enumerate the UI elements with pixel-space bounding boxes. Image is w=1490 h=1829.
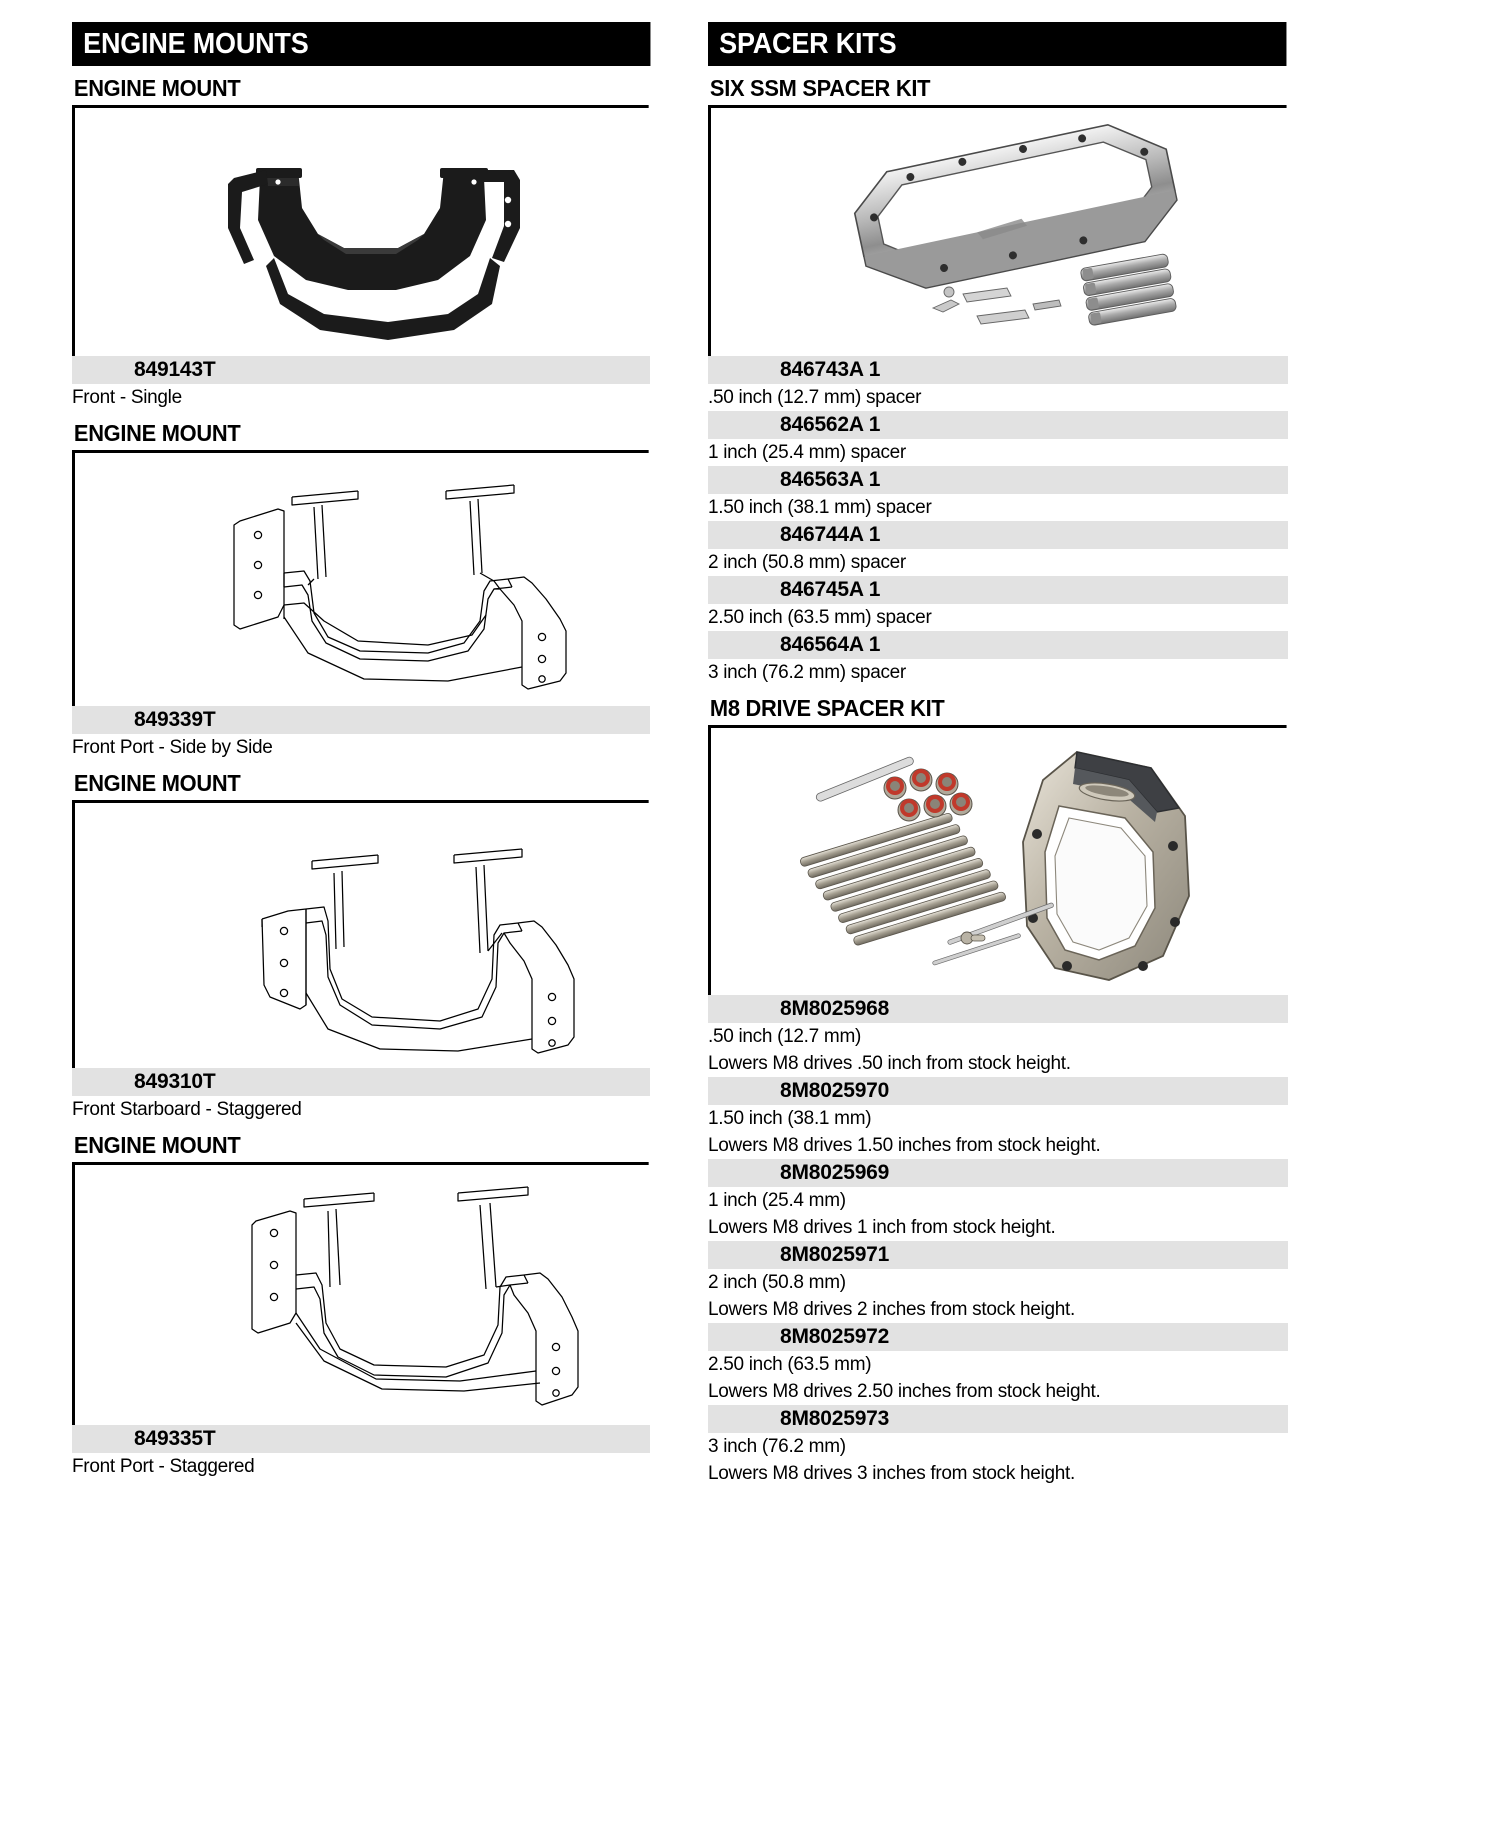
part-description: Front - Single <box>72 387 182 408</box>
part-description: 3 inch (76.2 mm) <box>708 1436 846 1457</box>
part-number-band: 8M8025973 <box>708 1405 1288 1433</box>
product-title: ENGINE MOUNT <box>72 411 649 453</box>
part-number-band: 846562A 1 <box>708 411 1288 439</box>
part-number-band: 849310T <box>72 1068 650 1096</box>
part-number-band: 846744A 1 <box>708 521 1288 549</box>
part-row <box>708 466 1288 521</box>
engine-mount-front-port-staggered-image <box>128 1165 598 1420</box>
part-description: 2 inch (50.8 mm) spacer <box>708 552 906 573</box>
part-number-band: 849335T <box>72 1425 650 1453</box>
right-column <box>708 22 1288 1487</box>
part-description: 1 inch (25.4 mm) spacer <box>708 442 906 463</box>
part-row <box>708 521 1288 576</box>
kit-title-wrap <box>708 66 1288 108</box>
product-title: ENGINE MOUNT <box>72 1123 649 1165</box>
left-column <box>72 22 650 1487</box>
part-row <box>708 576 1288 631</box>
product-entry <box>72 1123 650 1480</box>
kit-entry <box>708 66 1288 686</box>
part-description: 2.50 inch (63.5 mm) spacer <box>708 607 932 628</box>
part-description: 3 inch (76.2 mm) spacer <box>708 662 906 683</box>
part-description: Front Port - Side by Side <box>72 737 273 758</box>
m8-drive-spacer-kit-image <box>755 728 1245 990</box>
engine-mount-front-starboard-staggered-image <box>128 803 598 1063</box>
part-number-band: 8M8025969 <box>708 1159 1288 1187</box>
part-description-detail: Lowers M8 drives 1 inch from stock height. <box>708 1217 1056 1238</box>
product-entry <box>72 411 650 761</box>
six-ssm-spacer-kit-image <box>765 108 1235 353</box>
product-title: ENGINE MOUNT <box>72 66 649 108</box>
part-description-detail: Lowers M8 drives 3 inches from stock height. <box>708 1463 1075 1484</box>
part-description-detail: Lowers M8 drives 2.50 inches from stock height. <box>708 1381 1101 1402</box>
part-number-band: 8M8025968 <box>708 995 1288 1023</box>
part-number-band: 846743A 1 <box>708 356 1288 384</box>
part-number-band: 8M8025972 <box>708 1323 1288 1351</box>
product-title-wrap <box>72 761 650 803</box>
kit-figure <box>708 108 1288 356</box>
product-figure <box>72 108 650 356</box>
part-number-band: 8M8025971 <box>708 1241 1288 1269</box>
section-header-spacer-kits: SPACER KITS <box>708 22 1286 66</box>
part-description: 1.50 inch (38.1 mm) spacer <box>708 497 932 518</box>
part-description-detail: Lowers M8 drives 2 inches from stock height. <box>708 1299 1075 1320</box>
part-description-detail: Lowers M8 drives .50 inch from stock height. <box>708 1053 1071 1074</box>
part-number-band: 849143T <box>72 356 650 384</box>
product-title-wrap <box>72 411 650 453</box>
part-description: 1 inch (25.4 mm) <box>708 1190 846 1211</box>
kit-entry <box>708 686 1288 1487</box>
engine-mount-front-single-image <box>148 108 578 348</box>
product-title: ENGINE MOUNT <box>72 761 649 803</box>
part-description-detail: Lowers M8 drives 1.50 inches from stock height. <box>708 1135 1101 1156</box>
part-description: Front Starboard - Staggered <box>72 1099 302 1120</box>
part-row <box>708 411 1288 466</box>
kit-title: M8 DRIVE SPACER KIT <box>708 686 1287 728</box>
kit-title: SIX SSM SPACER KIT <box>708 66 1287 108</box>
product-title-wrap <box>72 1123 650 1165</box>
product-entry <box>72 761 650 1123</box>
part-row <box>708 1241 1288 1323</box>
part-row <box>708 1077 1288 1159</box>
product-figure <box>72 1165 650 1425</box>
part-description: .50 inch (12.7 mm) spacer <box>708 387 922 408</box>
part-description: 2 inch (50.8 mm) <box>708 1272 846 1293</box>
part-description: Front Port - Staggered <box>72 1456 255 1477</box>
kit-figure <box>708 728 1288 995</box>
part-row <box>708 356 1288 411</box>
product-figure <box>72 803 650 1068</box>
part-description: .50 inch (12.7 mm) <box>708 1026 861 1047</box>
section-header-engine-mounts: ENGINE MOUNTS <box>72 22 650 66</box>
part-row <box>708 631 1288 686</box>
part-row <box>708 995 1288 1077</box>
part-row <box>708 1323 1288 1405</box>
kit-title-wrap <box>708 686 1288 728</box>
part-description: 2.50 inch (63.5 mm) <box>708 1354 872 1375</box>
part-description: 1.50 inch (38.1 mm) <box>708 1108 872 1129</box>
part-row <box>708 1405 1288 1487</box>
part-row <box>708 1159 1288 1241</box>
part-number-band: 849339T <box>72 706 650 734</box>
product-entry <box>72 66 650 411</box>
part-number-band: 846564A 1 <box>708 631 1288 659</box>
product-title-wrap <box>72 66 650 108</box>
part-number-band: 846745A 1 <box>708 576 1288 604</box>
part-number-band: 8M8025970 <box>708 1077 1288 1105</box>
product-figure <box>72 453 650 706</box>
part-number-band: 846563A 1 <box>708 466 1288 494</box>
engine-mount-front-port-side-by-side-image <box>128 453 598 701</box>
